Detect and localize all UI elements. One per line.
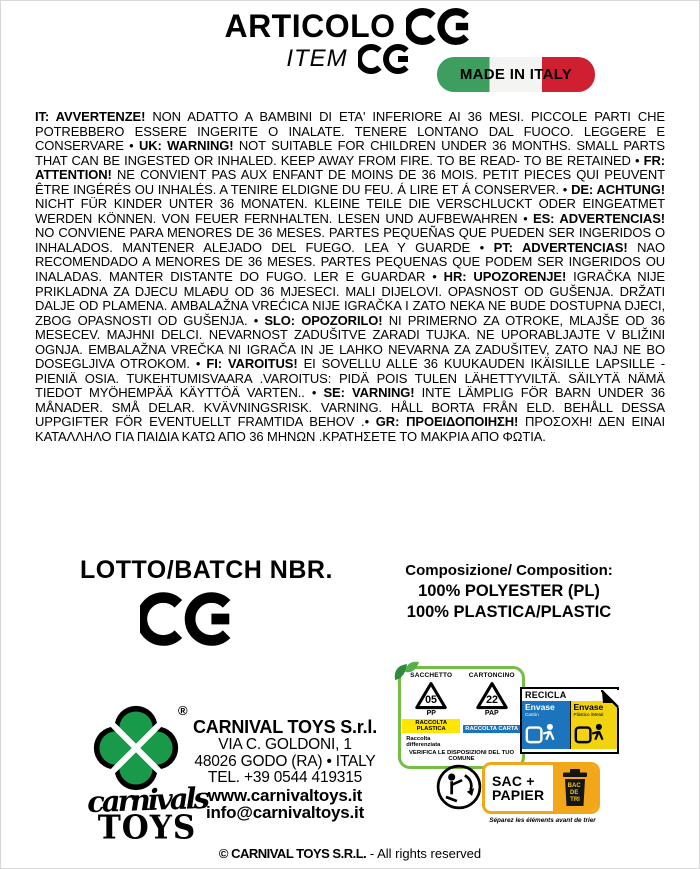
company-name: CARNIVAL TOYS S.r.l. [192,717,378,737]
registered-mark: ® [178,703,188,718]
eco-recycle-box [398,666,525,769]
bac-de-tri-bin-icon [560,769,590,807]
svg-text:22: 22 [485,694,498,707]
envase-carton-title: Envase [525,702,555,712]
company-website: www.carnivaltoys.it [207,785,363,805]
batch-label: LOTTO/BATCH NBR. [80,556,333,584]
envase-plastico-panel [570,701,618,749]
band-raccolta-carta: RACCOLTA CARTA [465,726,519,732]
page-subtitle: ITEM [286,45,348,72]
company-address-line: TEL. +39 0544 419315 [207,769,363,786]
ce-mark-large-icon [140,592,240,646]
logo-text-toys: TOYS [97,809,197,847]
sac-papier-badge [482,762,600,814]
company-address-line: 48026 GODO (RA) • ITALY [194,752,376,770]
footer-copyright-regular: - All rights reserved [366,846,482,861]
recycle-triangle-22-icon [474,680,510,712]
footer-copyright-bold: © CARNIVAL TOYS S.R.L. [218,846,367,861]
clover-logo-icon [93,705,179,791]
made-in-italy-label: MADE IN ITALY [459,66,573,83]
envase-carton-panel [522,701,570,749]
band-raccolta-plastica: RACCOLTA PLASTICA [402,719,460,733]
triman-icon [436,764,482,810]
leaf-icon [391,658,421,684]
recycle-triangle-05-icon [413,680,449,712]
sacchetto-header: SACCHETTO [410,672,453,679]
sac-line2: PAPIER [492,787,545,803]
header-articolo-row [0,8,700,45]
cartoncino-column [463,672,521,748]
warning-text: IT: AVVERTENZE! NON ADATTO A BAMBINI DI ETA' INFERIORE AI 36 MESI. PICCOLE PARTI CHE POTREBBERO ESSERE INGERITE O INALATE. TENERE LONTANO DAL FUOCO. LEGGERE E CONSERVARE • UK: WARNING! NOT SUITABLE FOR CHILDREN UNDER 36 MONTHS. SMALL PARTS THAT CAN BE INGESTED OR INHALED. KEEP AWAY FROM FIRE. TO BE READ- TO BE RETAINED • FR: ATTENTION! NE CONVIENT PAS AUX ENFANT DE MOINS DE 36 MOIS. PETIT PIECES QUI PEUVENT ÊTRE INGÉRÉS OU INHALÉS. A TENIRE ELDIGNE DU FEU. Á LIRE ET Á CONSERVER. • DE: ACHTUNG! NICHT FÜR KINDER UNTER 36 MONATEN. KLEINE TEILE DIE VERSCHLUCKT ODER EINGEATMET WERDEN KÖNNEN. VON FEUER FERNHALTEN. LESEN UND AUFBEWAHREN • ES: ADVERTENCIAS! NO CONVIENE PARA MENORES DE 36 MESES. PARTES PEQUEÑAS QUE PUEDEN SER INGERIDOS O INHALADOS. MANTENER ALEJADO DEL FUEGO. LEA Y GUARDE • PT: ADVERTENCIAS! NAO RECOMENDADO A MENORES DE 36 MESES. PARTES PEQUENAS QUE PODEM SER INGERIDOS OU INALADAS. MANTER DISTANTE DO FUGO. LER E GUARDAR • HR: UPOZORENJE! IGRAČKA NIJE PRIKLADNA ZA DJECU MLAĐU OD 36 MJESECI. MALI DIJELOVI. OPASNOST OD GUŠENJA. DRŽATI DALJE OD PLAMENA. AMBALAŽNA VREĆICA NIJE IGRAČKA I ZATO NEKA NE BUDE DOSTUPNA DJECI, ZBOG OPASNOSTI OD GUŠENJA. • SLO: OPOZORILO! NI PRIMERNO ZA OTROKE, MLAJŠE OD 36 MESECEV. MAJHNI DELCI. NEVARNOST ZADUŠITVE ZARADI TUJKA. NE UPORABLJAJTE V BLIŽINI OGNJA. EMBALAŽNA VREČKA NI IGRAČA IN JE LAHKO NEVARNA ZA ZADUŠITEV, ZATO NAJ NE BO DOSEGLJIVA OTROKOM. • FI: VAROITUS! EI SOVELLU ALLE 36 KUUKAUDEN IKÄISILLE LAPSILLE - PIENIÄ OSIA. TUKEHTUMISVAARA .VAROITUS: PIDÄ POIS TULEN LÄHETTYVILTÄ. SÄILYTÄ NÄMÄ TIEDOT MYÖHEMPÄÄ KÄYTTÖÄ VARTEN.. • SE: VARNING! INTE LÄMPLIG FÖR BARN UNDER 36 MÅNADER. SMÅ DELAR. KVÄVNINGSRISK. VARNING. HÅLL BORTA FRÅN ELD. BEHÅLL DESSA UPPGIFTER FÖR EVENTUELLT FRAMTIDA BEHOV .• GR: ΠΡΟΕΙΔΟΠΟΙΗΣΗ! ΠΡΟΣΟΧΗ! ΔΕΝ ΕΙΝΑΙ ΚΑΤΑΛΛΗΛΟ ΓΙΑ ΠΑΙΔΙΑ ΚΑΤΩ ΑΠΟ 36 ΜΗΝΩΝ .ΚΡΑΤΗΣΕΤΕ ΤΟ ΜΑΚΡΙΑ ΑΠΟ ΦΩΤΙΑ. [35,109,666,445]
sac-line1: SAC + [492,772,535,789]
composition-line: 100% PLASTICA/PLASTIC [406,602,612,621]
logo-text-carnivals: carnivals [86,780,208,820]
company-address-block [187,717,383,822]
composition-lines [378,581,640,622]
svg-text:BAC DE TRI: BAC DE TRI [567,783,581,803]
composition-line: 100% POLYESTER (PL) [418,582,600,600]
band-raccolta-differenziata: Raccolta differenziata [406,736,441,748]
ce-mark-icon [358,44,414,74]
material-pap: PAP [484,710,499,717]
folded-corner [601,690,619,708]
company-address-line: VIA C. GOLDONI, 1 [218,736,352,753]
envase-carton-subtitle: Cartón [525,712,539,717]
company-address-lines [187,737,383,787]
made-in-italy-badge [437,57,595,92]
envase-plastico-title: Envase [573,702,604,712]
header-item-row [0,44,700,74]
footer-copyright [0,846,700,861]
company-email: info@carnivaltoys.it [205,803,365,822]
svg-text:05: 05 [425,694,438,707]
envase-plastico-subtitle: Plástico /Metal [573,712,604,717]
recycle-bin-person-icon [525,721,559,745]
sac-note: Séparez les éléments avant de trier [489,817,596,824]
eco-box-footer: VERIFICA LE DISPOSIZIONI DEL TUO COMUNE [408,750,515,762]
sac-papier-text [485,765,553,811]
composition-block [378,562,640,622]
recicla-badge [520,687,619,754]
recycle-bin-person-icon [574,721,608,745]
material-pp: PP [426,710,436,717]
cartoncino-header: CARTONCINO [468,672,515,679]
recicla-title: RECICLA [525,690,567,700]
page-title: ARTICOLO [224,8,396,44]
ce-mark-icon [406,8,476,45]
composition-title: Composizione/ Composition: [405,562,613,579]
bac-de-tri-area [553,765,597,811]
